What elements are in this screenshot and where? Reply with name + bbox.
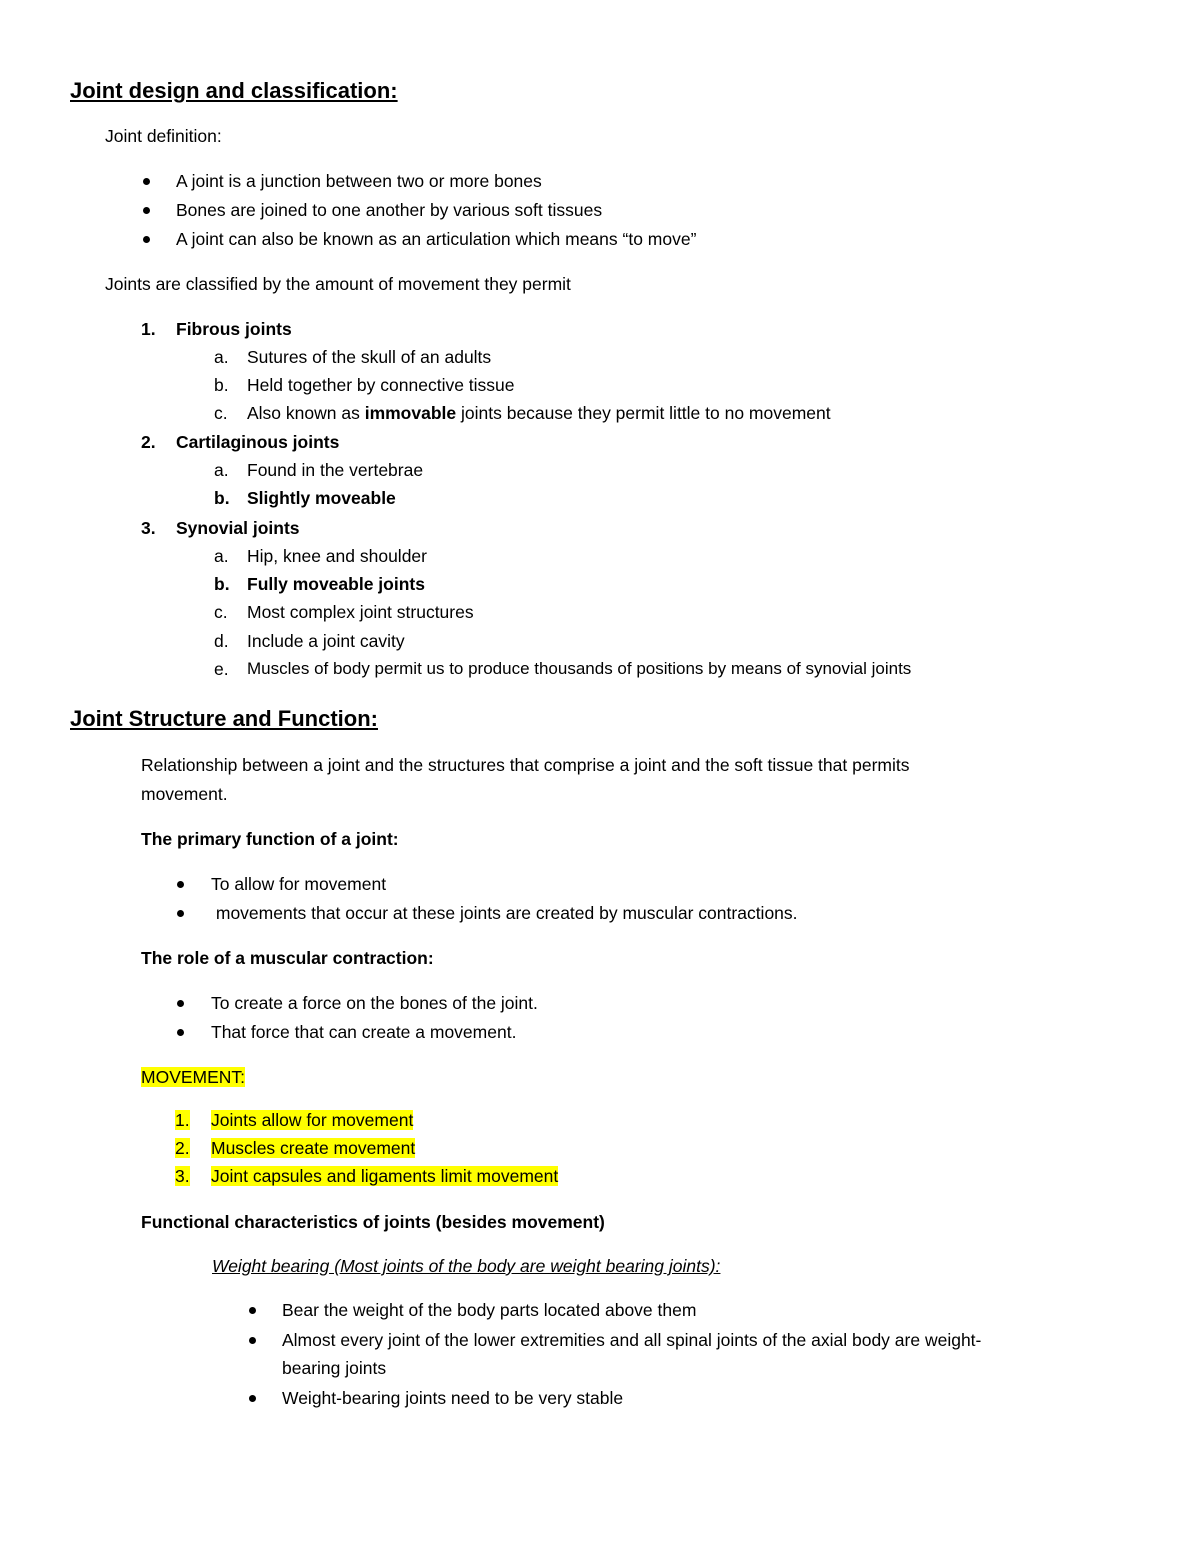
- list-item-text: Also known as: [247, 403, 365, 423]
- list-item: [247, 402, 831, 424]
- list-item: Most complex joint structures: [247, 602, 474, 622]
- contraction-bullet: That force that can create a movement.: [211, 1022, 517, 1042]
- list-item: Held together by connective tissue: [247, 375, 515, 395]
- list-letter: a.: [214, 546, 229, 566]
- list-number-text: 1.: [175, 1110, 190, 1130]
- movement-item: [211, 1137, 415, 1159]
- list-number: [175, 1109, 190, 1131]
- joint-type-title: Fibrous joints: [176, 319, 292, 339]
- primary-function-bullet: To allow for movement: [211, 874, 387, 894]
- bullet-icon: [143, 178, 150, 185]
- definition-bullet: A joint can also be known as an articulation which means “to move”: [176, 229, 697, 249]
- classified-text: Joints are classified by the amount of movement they permit: [105, 274, 571, 294]
- list-item-text: joints because they permit little to no movement: [456, 403, 831, 423]
- joint-type-title: Cartilaginous joints: [176, 432, 340, 452]
- primary-function-label: The primary function of a joint:: [141, 829, 399, 849]
- movement-label-text: MOVEMENT:: [141, 1067, 246, 1087]
- relationship-text: Relationship between a joint and the structures that comprise a joint and the soft tissue that permits: [141, 755, 910, 775]
- list-letter: c.: [214, 403, 228, 423]
- list-letter: b.: [214, 375, 229, 395]
- list-number-text: 2.: [175, 1138, 190, 1158]
- relationship-text: movement.: [141, 784, 228, 804]
- functional-characteristics-label: Functional characteristics of joints (besides movement): [141, 1212, 605, 1232]
- bullet-icon: [143, 236, 150, 243]
- movement-item: [211, 1109, 413, 1131]
- bullet-icon: [249, 1337, 256, 1344]
- list-number-text: 3.: [175, 1166, 190, 1186]
- definition-bullet: Bones are joined to one another by various soft tissues: [176, 200, 603, 220]
- list-letter: e.: [214, 659, 229, 679]
- bullet-icon: [249, 1307, 256, 1314]
- joint-type-title: Synovial joints: [176, 518, 300, 538]
- weight-bullet: Almost every joint of the lower extremities and all spinal joints of the axial body are weight-: [282, 1330, 982, 1350]
- bullet-icon: [177, 1029, 184, 1036]
- list-letter: c.: [214, 602, 228, 622]
- list-letter: b.: [214, 574, 230, 594]
- list-number: [175, 1165, 190, 1187]
- list-number: 2.: [141, 432, 156, 452]
- list-item: Fully moveable joints: [247, 574, 425, 594]
- definition-bullet: A joint is a junction between two or more bones: [176, 171, 542, 191]
- contraction-bullet: To create a force on the bones of the joint.: [211, 993, 538, 1013]
- list-letter: a.: [214, 460, 229, 480]
- muscular-contraction-label: The role of a muscular contraction:: [141, 948, 434, 968]
- movement-item-text: Joints allow for movement: [211, 1110, 414, 1130]
- list-letter: b.: [214, 488, 230, 508]
- bullet-icon: [177, 881, 184, 888]
- movement-label: [141, 1066, 245, 1088]
- primary-function-bullet: movements that occur at these joints are created by muscular contractions.: [211, 903, 798, 923]
- section-heading-joint-design: Joint design and classification:: [70, 78, 398, 103]
- list-item: Muscles of body permit us to produce thousands of positions by means of synovial joints: [247, 659, 912, 678]
- weight-bullet: Bear the weight of the body parts located above them: [282, 1300, 697, 1320]
- list-number: 1.: [141, 319, 156, 339]
- bullet-icon: [177, 1000, 184, 1007]
- list-number: 3.: [141, 518, 156, 538]
- list-item: Hip, knee and shoulder: [247, 546, 427, 566]
- movement-item-text: Joint capsules and ligaments limit movement: [211, 1166, 559, 1186]
- weight-bullet: Weight-bearing joints need to be very stable: [282, 1388, 624, 1408]
- list-letter: d.: [214, 631, 229, 651]
- list-letter: a.: [214, 347, 229, 367]
- immovable-emphasis: immovable: [364, 403, 457, 423]
- weight-bullet-continuation: bearing joints: [282, 1358, 387, 1378]
- list-item: Found in the vertebrae: [247, 460, 424, 480]
- movement-item-text: Muscles create movement: [211, 1138, 416, 1158]
- list-number: [175, 1137, 190, 1159]
- bullet-icon: [143, 207, 150, 214]
- weight-bearing-label: Weight bearing (Most joints of the body are weight bearing joints):: [212, 1256, 721, 1276]
- bullet-icon: [177, 910, 184, 917]
- movement-item: [211, 1165, 558, 1187]
- joint-definition-label: Joint definition:: [105, 126, 222, 146]
- bullet-icon: [249, 1395, 256, 1402]
- list-item: Sutures of the skull of an adults: [247, 347, 492, 367]
- list-item: Include a joint cavity: [247, 631, 405, 651]
- list-item: Slightly moveable: [247, 488, 396, 508]
- section-heading-joint-structure: Joint Structure and Function:: [70, 706, 378, 731]
